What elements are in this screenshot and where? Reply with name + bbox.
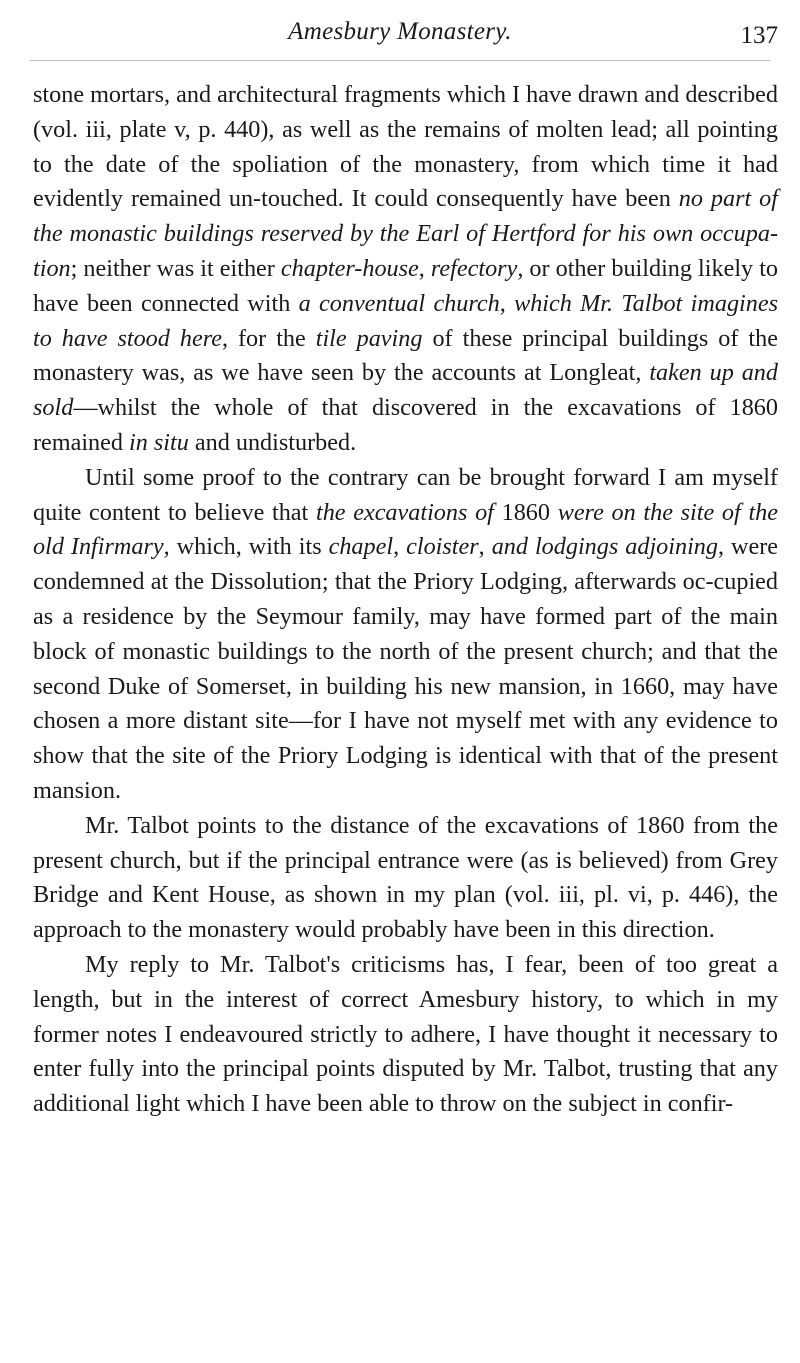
text-run: My reply to Mr. Talbot's criticisms has, I fear, been of too great a length, but in the interest of correct Amesbury history, to which in my former notes I endeavoured strictly to adhere, I have thought it necessary to enter fully into the principal points disputed by Mr. Talbot, trusting that any additional light which I have been able to throw on the subject in confir- (33, 950, 778, 1118)
italic-run: no part of the monastic buildings reserved by the Earl of Hertford for his own occupa-tion (33, 185, 778, 282)
paragraph-2 (33, 461, 778, 809)
italic-run: in situ (129, 428, 189, 456)
paragraph-4 (33, 948, 778, 1122)
italic-run: chapel (328, 533, 394, 561)
text-run: , for the (221, 324, 316, 352)
italic-run: refectory (430, 254, 518, 282)
text-run: Mr. Talbot points to the distance of the excavations of 1860 from the present church, but if the principal entrance were (as is believed) from Grey Bridge and Kent House, as shown in my plan (vol. iii, pl. vi, p. 446), the approach to the monastery would probably have been in this direction. (33, 811, 778, 944)
text-run: of these principal buildings of the monastery was, as we have seen by the accounts at Longleat, (33, 324, 778, 387)
text-run: and undisturbed. (188, 428, 357, 456)
running-title: Amesbury Monastery. (288, 18, 512, 45)
page-number: 137 (740, 22, 778, 49)
body-text (33, 78, 778, 1122)
text-run: , (393, 533, 407, 561)
paragraph-3 (33, 809, 778, 948)
text-run: , which, with its (163, 533, 329, 561)
text-run: ; neither was it either (70, 254, 281, 282)
italic-run: tile paving (315, 324, 423, 352)
text-run: 1860 (493, 498, 558, 526)
paragraph-1 (33, 78, 778, 461)
text-run: , were condemned at the Dissolution; that the Priory Lodging, afterwards oc-cupied as a residence by the Seymour family, may have formed part of the main block of monastic buildings to the north of the present church; and that the second Duke of Somerset, in building his new mansion, in 1660, may have chosen a more distant site—for I have not myself met with any evidence to show that the site of the Priory Lodging is identical with that of the present mansion. (33, 533, 779, 804)
text-run: stone mortars, and architectural fragments which I have drawn and described (vol. iii, plate v, p. 440), as well as the remains of molten lead; all pointing to the date of the spoliation of the monastery, from which time it had evidently remained un-touched. It could consequently have been (33, 81, 778, 213)
text-run: , (478, 533, 492, 561)
page-header (30, 16, 778, 61)
text-run: , (418, 254, 431, 282)
italic-run: chapter-house (280, 254, 419, 282)
italic-run: were on the site of the old Infirmary (33, 498, 778, 561)
italic-run: the excavations of (315, 498, 494, 526)
text-run: Until some proof to the contrary can be brought forward I am myself quite content to believe that (33, 463, 778, 526)
text-run: , or other building likely to have been connected with (33, 254, 779, 317)
italic-run: cloister (406, 533, 479, 561)
text-run: —whilst the whole of that discovered in the excavations of 1860 remained (33, 394, 778, 456)
italic-run: a conventual church, which Mr. Talbot imagines to have stood here (33, 289, 778, 352)
italic-run: and lodgings adjoining (491, 533, 718, 561)
italic-run: taken up and sold (33, 359, 778, 422)
